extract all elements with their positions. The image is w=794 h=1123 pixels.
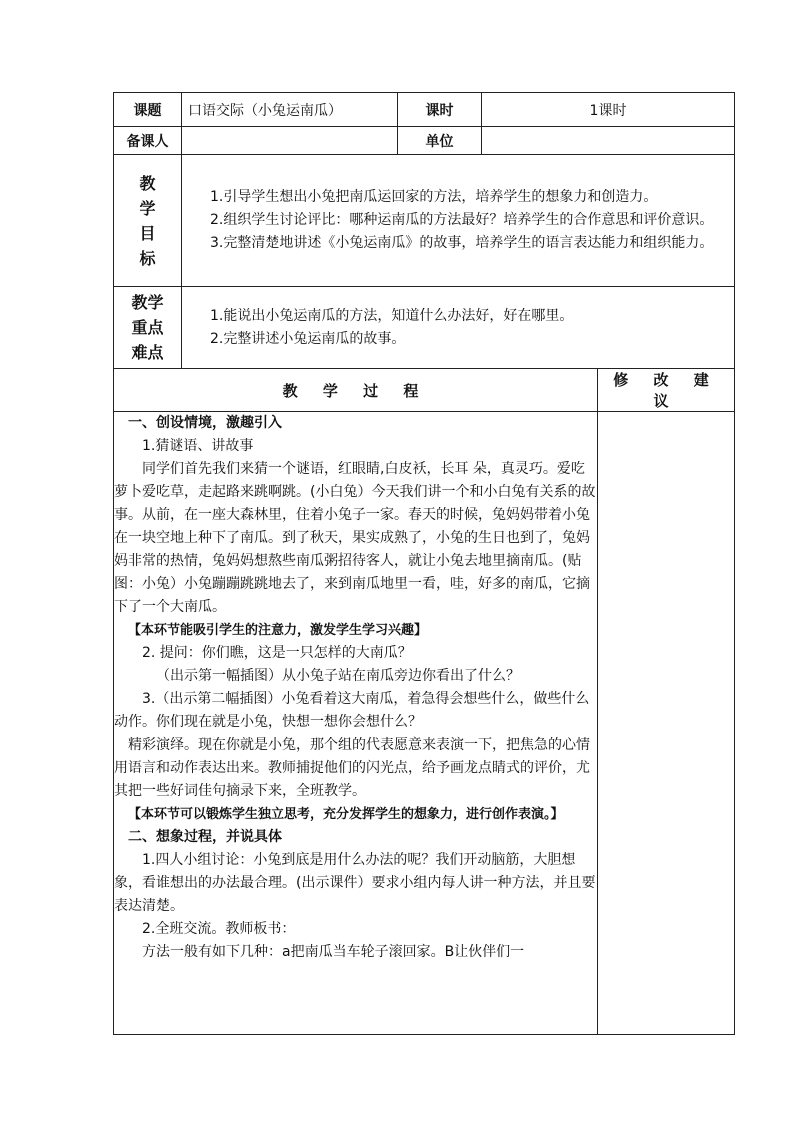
goals-content bbox=[182, 155, 735, 287]
goal-item: 1.引导学生想出小兔把南瓜运回家的方法，培养学生的想象力和创造力。 bbox=[210, 189, 658, 205]
hours-value: 1课时 bbox=[482, 93, 735, 127]
process-section-heading: 二、想象过程，并说具体 bbox=[128, 829, 282, 845]
process-content bbox=[114, 412, 598, 1035]
unit-label: 单位 bbox=[398, 127, 482, 155]
process-body-row bbox=[114, 412, 735, 1035]
keypoint-item: 2.完整讲述小兔运南瓜的故事。 bbox=[210, 330, 406, 347]
keypoints-content bbox=[182, 287, 735, 369]
process-paragraph: 方法一般有如下几种：a把南瓜当车轮子滚回家。B让伙伴们一 bbox=[142, 944, 525, 960]
process-paragraph: 精彩演绎。现在你就是小兔，那个组的代表愿意来表演一下，把焦急的心情用语言和动作表达出来。教师捕捉他们的闪光点，给予画龙点睛式的评价，尤其把一些好词佳句摘录下来，全班教学。 bbox=[114, 737, 590, 799]
process-title: 教 学 过 程 bbox=[114, 369, 598, 412]
topic-value: 口语交际（小兔运南瓜） bbox=[182, 93, 398, 127]
goals-row bbox=[114, 155, 735, 287]
process-note: 【本环节能吸引学生的注意力，激发学生学习兴趣】 bbox=[128, 623, 428, 638]
suggestion-content bbox=[598, 412, 735, 1035]
keypoints-row bbox=[114, 287, 735, 369]
unit-value bbox=[482, 127, 735, 155]
topic-label: 课题 bbox=[114, 93, 182, 127]
goal-item: 3.完整清楚地讲述《小兔运南瓜》的故事，培养学生的语言表达能力和组织能力。 bbox=[210, 235, 714, 251]
hours-label: 课时 bbox=[398, 93, 482, 127]
lesson-plan-table bbox=[113, 92, 735, 1035]
preparer-value bbox=[182, 127, 398, 155]
process-paragraph: 2. 提问：你们瞧，这是一只怎样的大南瓜？ bbox=[142, 645, 412, 661]
process-paragraph: 同学们首先我们来猜一个谜语，红眼睛,白皮袄，长耳 朵，真灵巧。爱吃萝卜爱吃草，走起路来跳啊跳。(小白兔）今天我们讲一个和小白兔有关系的故事。从前，在一座大森林里，住着小兔子一家。春天的时候，兔妈妈带着小兔在一块空地上种下了南瓜。到了秋天，果实成熟了，小兔的生日也到了，兔妈妈非常的热情，兔妈妈想熬些南瓜粥招待客人，就让小兔去地里摘南瓜。(贴图：小兔）小兔蹦蹦跳跳地去了，来到南瓜地里一看，哇，好多的南瓜，它摘下了一个大南瓜。 bbox=[114, 461, 596, 615]
process-paragraph: 2.全班交流。教师板书： bbox=[142, 921, 296, 937]
suggestion-title: 修 改 建 议 bbox=[598, 369, 735, 412]
process-paragraphs bbox=[114, 412, 597, 964]
process-header-row bbox=[114, 369, 735, 412]
process-paragraph: 1.四人小组讨论：小兔到底是用什么办法的呢？我们开动脑筋，大胆想象，看谁想出的办法最合理。(出示课件）要求小组内每人讲一种方法，并且要表达清楚。 bbox=[114, 852, 596, 914]
goals-label: 教 学 目 标 bbox=[114, 155, 182, 287]
process-paragraph: （出示第一幅插图）从小兔子站在南瓜旁边你看出了什么？ bbox=[156, 668, 520, 684]
keypoint-item: 1.能说出小兔运南瓜的方法，知道什么办法好，好在哪里。 bbox=[210, 307, 574, 324]
process-paragraph: 1.猜谜语、讲故事 bbox=[142, 438, 254, 454]
keypoints-label: 教学 重点 难点 bbox=[114, 287, 182, 369]
goal-item: 2.组织学生讨论评比：哪种运南瓜的方法最好？培养学生的合作意思和评价意识。 bbox=[210, 212, 714, 228]
preparer-label: 备课人 bbox=[114, 127, 182, 155]
preparer-row bbox=[114, 127, 735, 155]
process-section-heading: 一、创设情境，激趣引入 bbox=[128, 415, 282, 431]
topic-row bbox=[114, 93, 735, 127]
process-note: 【本环节可以锻炼学生独立思考，充分发挥学生的想象力，进行创作表演。】 bbox=[128, 807, 564, 822]
process-paragraph: 3.（出示第二幅插图）小兔看着这大南瓜，着急得会想些什么，做些什么动作。你们现在就是小兔，快想一想你会想什么？ bbox=[114, 691, 590, 730]
